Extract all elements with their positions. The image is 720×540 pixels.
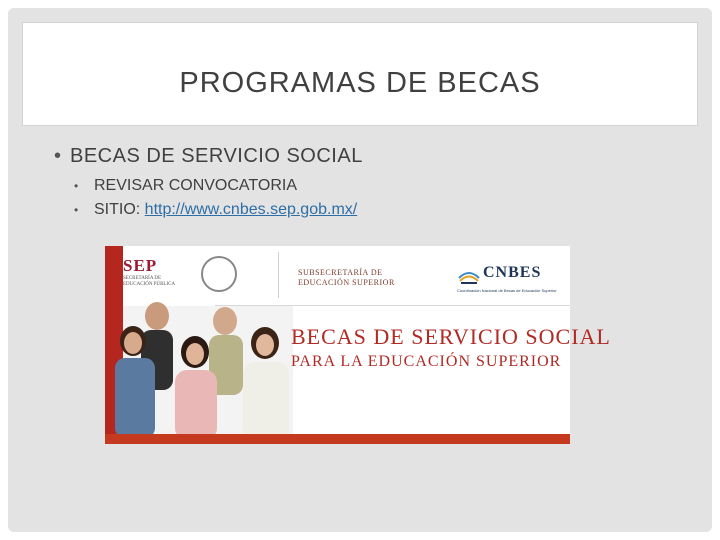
sep-sub-1: SECRETARÍA DE bbox=[123, 276, 162, 281]
bullet-list bbox=[54, 145, 363, 219]
slide bbox=[8, 8, 712, 532]
banner-subheadline: PARA LA EDUCACIÓN SUPERIOR bbox=[291, 353, 562, 370]
banner-bottom-bar bbox=[105, 434, 570, 444]
bullet-dot-icon: • bbox=[74, 179, 79, 193]
bullet-dot-icon: • bbox=[74, 203, 79, 217]
subsecretaria-text bbox=[298, 268, 395, 288]
bullet-main-text: BECAS DE SERVICIO SOCIAL bbox=[70, 145, 363, 167]
book-icon bbox=[457, 264, 481, 284]
bullet-dot-icon: • bbox=[54, 145, 62, 167]
cnbes-word: CNBES bbox=[483, 264, 542, 281]
cnbes-subtitle: Coordinación Nacional de Becas de Educación Superior bbox=[457, 288, 557, 293]
subsecretaria-line-2: EDUCACIÓN SUPERIOR bbox=[298, 278, 395, 287]
sub-bullet-text: REVISAR CONVOCATORIA bbox=[94, 177, 297, 194]
sep-logo-text: SEP bbox=[123, 256, 158, 275]
cnbes-link[interactable]: http://www.cnbes.sep.gob.mx/ bbox=[144, 201, 358, 218]
students-photo bbox=[105, 246, 295, 444]
sub-bullet-sitio bbox=[74, 201, 363, 219]
slide-title: PROGRAMAS DE BECAS bbox=[179, 67, 541, 99]
sitio-label: SITIO: bbox=[94, 201, 145, 218]
bullet-main bbox=[54, 145, 363, 168]
banner-headline: BECAS DE SERVICIO SOCIAL bbox=[291, 324, 611, 349]
sep-sub-2: EDUCACIÓN PÚBLICA bbox=[123, 282, 176, 287]
subsecretaria-line-1: SUBSECRETARÍA DE bbox=[298, 268, 383, 277]
title-box bbox=[22, 22, 698, 126]
cnbes-logo bbox=[457, 264, 557, 293]
sub-bullet-convocatoria bbox=[74, 177, 363, 195]
becas-banner-image bbox=[105, 246, 611, 444]
